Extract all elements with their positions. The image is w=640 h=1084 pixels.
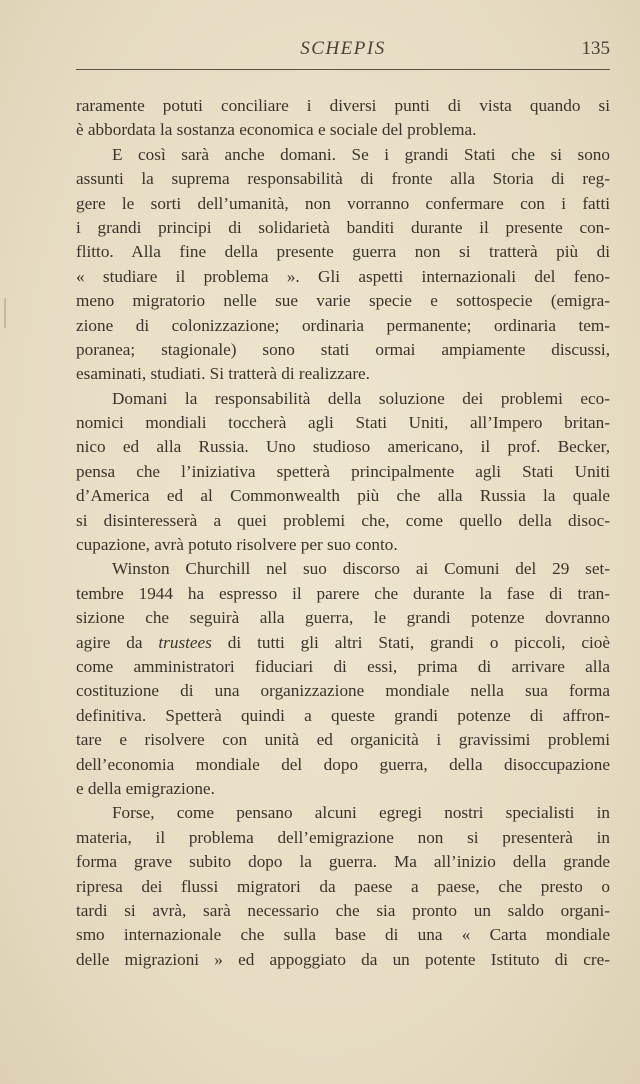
text-line: dell’economia mondiale del dopo guerra, della disoccupazione (76, 754, 610, 774)
text-line: Domani la responsabilità della soluzione dei problemi eco- (112, 388, 610, 408)
text-line: esaminati, studiati. Si tratterà di realizzare. (76, 364, 370, 384)
text-line: smo internazionale che sulla base di una « Carta mondiale (76, 925, 610, 945)
text-line: cupazione, avrà potuto risolvere per suo conto. (76, 535, 398, 555)
text-line: delle migrazioni » ed appoggiato da un potente Istituto di cre- (76, 949, 610, 969)
text-line: ripresa dei flussi migratori da paese a paese, che presto o (76, 876, 610, 896)
text-line: Forse, come pensano alcuni egregi nostri specialisti in (112, 803, 610, 823)
text-line: tare e risolvere con unità ed organicità i gravissimi problemi (76, 730, 610, 750)
text-line: d’America ed al Commonwealth più che alla Russia la quale (76, 486, 610, 506)
text-line: pensa che l’iniziativa spetterà principalmente agli Stati Uniti (76, 461, 610, 481)
text-line: nomici mondiali toccherà agli Stati Uniti, all’Impero britan- (76, 413, 610, 433)
text-line (76, 631, 610, 655)
text-line: i grandi principi di solidarietà banditi durante il presente con- (76, 217, 610, 237)
header-rule (76, 69, 610, 70)
text-segment: di tutti gli altri Stati, grandi o piccoli, cioè (211, 632, 610, 652)
running-title: SCHEPIS (300, 38, 386, 59)
text-line: costituzione di una organizzazione mondiale nella sua forma (76, 681, 610, 701)
text-line: zione di colonizzazione; ordinaria permanente; ordinaria tem- (76, 315, 610, 335)
text-line: meno migratorio nelle sue varie specie e sottospecie (emigra- (76, 291, 610, 311)
text-line: flitto. Alla fine della presente guerra non si tratterà più di (76, 242, 610, 262)
text-line: è abbordata la sostanza economica e sociale del problema. (76, 120, 477, 140)
running-head (76, 38, 610, 62)
text-line: Winston Churchill nel suo discorso ai Comuni del 29 set- (112, 559, 610, 579)
text-line: tembre 1944 ha espresso il parere che durante la fase di tran- (76, 583, 610, 603)
body-text (76, 94, 610, 972)
text-segment: agire da (76, 632, 159, 652)
text-line: raramente potuti conciliare i diversi punti di vista quando si (76, 96, 610, 115)
text-line: assunti la suprema responsabilità di fronte alla Storia di reg- (76, 169, 610, 189)
text-line: sizione che seguirà alla guerra, le grandi potenze dovranno (76, 608, 610, 628)
italic-term: trustees (158, 632, 212, 652)
text-line: si disinteresserà a quei problemi che, come quello della disoc- (76, 510, 610, 530)
page-number: 135 (581, 38, 610, 59)
text-line: poranea; stagionale) sono stati ormai ampiamente discussi, (76, 339, 610, 359)
text-line: materia, il problema dell’emigrazione non si presenterà in (76, 827, 610, 847)
text-line: nico ed alla Russia. Uno studioso americano, il prof. Becker, (76, 437, 610, 457)
text-line: e della emigrazione. (76, 778, 215, 798)
text-line: « studiare il problema ». Gli aspetti internazionali del feno- (76, 266, 610, 286)
text-line: gere le sorti dell’umanità, non vorranno confermare con i fatti (76, 193, 610, 213)
text-line: tardi si avrà, sarà necessario che sia pronto un saldo organi- (76, 900, 610, 920)
text-line: E così sarà anche domani. Se i grandi Stati che si sono (112, 144, 610, 164)
margin-mark (4, 298, 6, 328)
text-line: definitiva. Spetterà quindi a queste grandi potenze di affron- (76, 705, 610, 725)
text-line: come amministratori fiduciari di essi, prima di arrivare alla (76, 656, 610, 676)
text-line: forma grave subito dopo la guerra. Ma all’inizio della grande (76, 852, 610, 872)
